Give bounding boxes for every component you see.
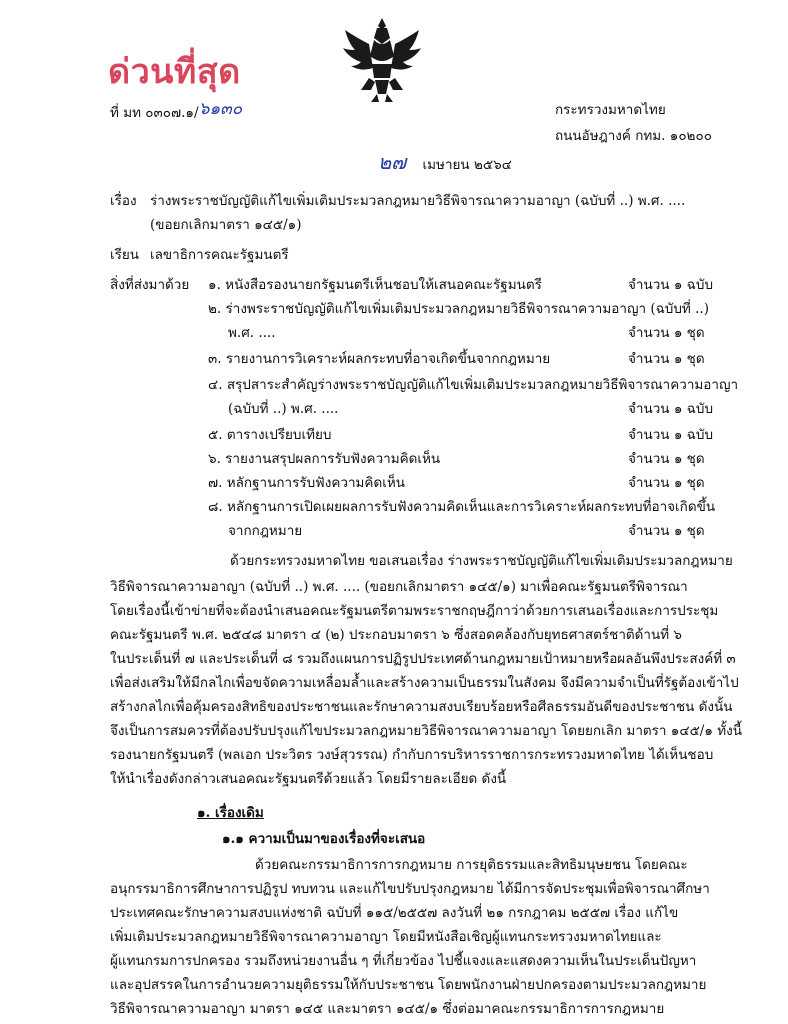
attachment-item: ๓. รายงานการวิเคราะห์ผลกระทบที่อาจเกิดขึ้นจากกฎหมาย [208, 351, 551, 367]
attachment-item: ๔. สรุปสาระสำคัญร่างพระราชบัญญัติแก้ไขเพิ่มเติมประมวลกฎหมายวิธีพิจารณาความอาญา [208, 377, 739, 393]
paragraph-line: วิธีพิจารณาความอาญา มาตรา ๑๔๕ และมาตรา ๑๔๕/๑ ซึ่งต่อมาคณะกรรมาธิการการกฎหมาย [110, 1001, 665, 1017]
section-heading: ๑. เรื่องเดิม [197, 805, 264, 821]
paragraph-line: ด้วยกระทรวงมหาดไทย ขอเสนอเรื่อง ร่างพระราชบัญญัติแก้ไขเพิ่มเติมประมวลกฎหมาย [230, 553, 733, 569]
document-date: ๒๗ เมษายน ๒๕๖๔ [378, 150, 512, 174]
paragraph-line: เพื่อส่งเสริมให้มีกลไกเพื่อขจัดความเหลื่อมล้ำและสร้างความเป็นธรรมในสังคม จึงมีความจำเป็นที่รัฐต้องเข้าไป [110, 675, 739, 691]
paragraph-line: ผู้แทนกรมการปกครอง รวมถึงหน่วยงานอื่น ๆ ที่เกี่ยวข้อง ไปชี้แจงและแสดงความเห็นในประเด็นปัญหา [110, 953, 697, 969]
handwritten-reference: ๖๑๓๐ [198, 99, 243, 119]
attachment-item: ๑. หนังสือรองนายกรัฐมนตรีเห็นชอบให้เสนอคณะรัฐมนตรี [208, 277, 542, 293]
paragraph-line: จึงเป็นการสมควรที่ต้องปรับปรุงแก้ไขประมวลกฎหมายวิธีพิจารณาความอาญา โดยยกเลิก มาตรา ๑๔๕/๑ ทั้งนี้ [110, 723, 742, 739]
paragraph-line: และอุปสรรคในการอำนวยความยุติธรรมให้กับประชาชน โดยพนักงานฝ่ายปกครองตามประมวลกฎหมาย [110, 977, 707, 993]
attachment-qty: จำนวน ๑ ฉบับ [628, 401, 714, 417]
paragraph-line: อนุกรรมาธิการศึกษาการปฏิรูป ทบทวน และแก้ไขปรับปรุงกฎหมาย ได้มีการจัดประชุมเพื่อพิจารณาศึกษา [110, 881, 710, 897]
attachment-qty: จำนวน ๑ ชุด [628, 475, 705, 491]
attachment-qty: จำนวน ๑ ชุด [628, 523, 705, 539]
paragraph-line: สร้างกลไกเพื่อคุ้มครองสิทธิของประชาชนและรักษาความสงบเรียบร้อยหรือศีลธรรมอันดีของประชาชน ดังนั้น [110, 699, 733, 715]
reference-number: ที่ มท ๐๓๐๗.๑/๖๑๓๐ [110, 99, 243, 121]
paragraph-line: คณะรัฐมนตรี พ.ศ. ๒๕๔๘ มาตรา ๔ (๒) ประกอบมาตรา ๖ ซึ่งสอดคล้องกับยุทธศาสตร์ชาติด้านที่ ๖ [110, 627, 682, 643]
subject-line-2: (ขอยกเลิกมาตรา ๑๔๕/๑) [150, 217, 302, 233]
attachment-item: ๕. ตารางเปรียบเทียบ [208, 427, 332, 443]
attachment-item-continued: จากกฎหมาย [228, 523, 303, 539]
paragraph-line: โดยเรื่องนี้เข้าข่ายที่จะต้องนำเสนอคณะรัฐมนตรีตามพระราชกฤษฎีกาว่าด้วยการเสนอเรื่องและการประชุม [110, 603, 719, 619]
recipient-label: เรียน [110, 247, 140, 263]
attachment-qty: จำนวน ๑ ชุด [628, 451, 705, 467]
subsection-heading: ๑.๑ ความเป็นมาของเรื่องที่จะเสนอ [222, 831, 426, 847]
attachment-qty: จำนวน ๑ ฉบับ [628, 427, 714, 443]
paragraph-line: รองนายกรัฐมนตรี (พลเอก ประวิตร วงษ์สุวรรณ) กำกับการบริหารราชการกระทรวงมหาดไทย ได้เห็นชอบ [110, 747, 714, 763]
attachment-qty: จำนวน ๑ ชุด [628, 351, 705, 367]
attachment-item-continued: พ.ศ. .... [228, 325, 276, 341]
urgency-stamp: ด่วนที่สุด [108, 52, 241, 92]
attachment-item: ๗. หลักฐานการรับฟังความคิดเห็น [208, 475, 405, 491]
paragraph-line: เพิ่มเติมประมวลกฎหมายวิธีพิจารณาความอาญา โดยมีหนังสือเชิญผู้แทนกระทรวงมหาดไทยและ [110, 929, 662, 945]
attachments-label: สิ่งที่ส่งมาด้วย [110, 277, 190, 293]
recipient-value: เลขาธิการคณะรัฐมนตรี [150, 247, 289, 263]
attachment-item: ๖. รายงานสรุปผลการรับฟังความคิดเห็น [208, 451, 441, 467]
garuda-emblem-icon [339, 14, 425, 106]
subject-line-1: ร่างพระราชบัญญัติแก้ไขเพิ่มเติมประมวลกฎหมายวิธีพิจารณาความอาญา (ฉบับที่ ..) พ.ศ. .... [150, 193, 686, 209]
attachment-item-continued: (ฉบับที่ ..) พ.ศ. .... [228, 401, 339, 417]
paragraph-line: ด้วยคณะกรรมาธิการการกฎหมาย การยุติธรรมและสิทธิมนุษยชน โดยคณะ [255, 857, 688, 873]
paragraph-line: ให้นำเรื่องดังกล่าวเสนอคณะรัฐมนตรีด้วยแล้ว โดยมีรายละเอียด ดังนี้ [110, 771, 507, 787]
attachment-qty: จำนวน ๑ ฉบับ [628, 277, 714, 293]
subject-label: เรื่อง [110, 193, 137, 209]
paragraph-line: ในประเด็นที่ ๗ และประเด็นที่ ๘ รวมถึงแผนการปฏิรูปประเทศด้านกฎหมายเป้าหมายหรือผลอันพึงประสงค์ที่ ๓ [110, 651, 736, 667]
attachment-qty: จำนวน ๑ ชุด [628, 325, 705, 341]
org-name: กระทรวงมหาดไทย [555, 102, 666, 118]
attachment-item: ๒. ร่างพระราชบัญญัติแก้ไขเพิ่มเติมประมวลกฎหมายวิธีพิจารณาความอาญา (ฉบับที่ ..) [208, 301, 709, 317]
paragraph-line: วิธีพิจารณาความอาญา (ฉบับที่ ..) พ.ศ. .... (ขอยกเลิกมาตรา ๑๔๕/๑) มาเพื่อคณะรัฐมนตรีพิจารณา [110, 579, 688, 595]
org-address: ถนนอัษฎางค์ กทม. ๑๐๒๐๐ [555, 128, 712, 144]
handwritten-date-day: ๒๗ [378, 150, 407, 174]
attachment-item: ๘. หลักฐานการเปิดเผยผลการรับฟังความคิดเห็นและการวิเคราะห์ผลกระทบที่อาจเกิดขึ้น [208, 499, 716, 515]
paragraph-line: ประเทศคณะรักษาความสงบแห่งชาติ ฉบับที่ ๑๑๕/๒๕๕๗ ลงวันที่ ๒๑ กรกฎาคม ๒๕๕๗ เรื่อง แก้ไข [110, 905, 679, 921]
